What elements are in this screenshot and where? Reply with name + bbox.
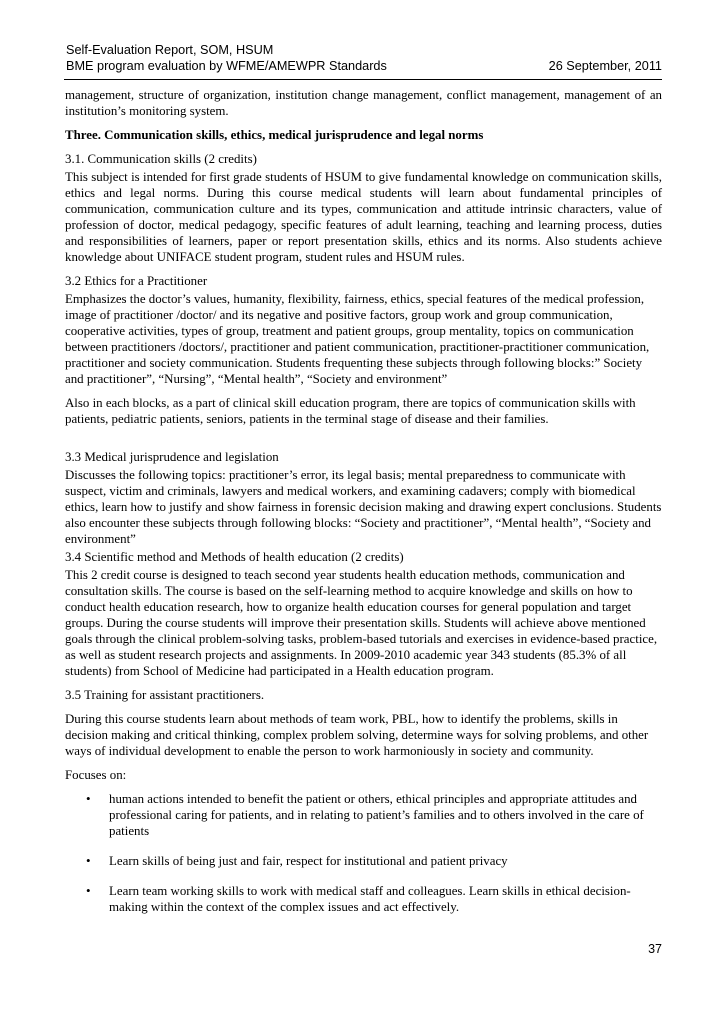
spacer — [65, 435, 662, 449]
subsection-body-3-2: Emphasizes the doctor’s values, humanity, flexibility, fairness, ethics, special features of the medical profession, image of practitioner /doctor/ and its negative and positive factors, group work and group communication, cooperative activities, types of group, treatment and patient groups, group mentality, topics on communication between practitioners /doctors/, practitioner and patient communication, practitioner-practitioner communication, practitioner and society communication. Students frequenting these subjects through following blocks:” Society and practitioner”, “Nursing”, “Mental health”, “Society and environment” — [65, 292, 650, 386]
subsection-body-3-2-extra: Also in each blocks, as a part of clinical skill education program, there are topics of communication skills with patients, pediatric patients, seniors, patients in the terminal stage of disease and their families. — [65, 396, 636, 426]
subsection-body-3-5: During this course students learn about methods of team work, PBL, how to identify the problems, skills in decision making and critical thinking, complex problem solving, determine ways for solving problems, and other ways of individual development to enable the person to work harmoniously in society and community. — [65, 712, 649, 758]
subsection-title-3-4: 3.4 Scientific method and Methods of health education (2 credits) — [65, 550, 404, 564]
subsection-title-3-1: 3.1. Communication skills (2 credits) — [65, 152, 257, 166]
subsection-body-3-4: This 2 credit course is designed to teach second year students health education methods, communication and consultation skills. The course is based on the self-learning method to acquire knowledge and skills on how to conduct health education research, how to organize health education courses for general population and target groups. During the course students will improve their presentation skills. Students will achieve above mentioned goals through the clinical problem-solving tasks, problem-based tutorials and exercises in evidence-based practice, as well as student research projects and assignments. In 2009-2010 academic year 343 students (85.3% of all students) from School of Medicine had participated in a Health education program. — [65, 568, 658, 678]
list-item — [65, 791, 662, 839]
focus-list — [65, 791, 662, 915]
list-item-text: Learn skills of being just and fair, respect for institutional and patient privacy — [109, 854, 508, 868]
subsection-title-3-5: 3.5 Training for assistant practitioners. — [65, 688, 265, 702]
header-title: Self-Evaluation Report, SOM, HSUM — [66, 43, 274, 57]
section-heading: Three. Communication skills, ethics, medical jurisprudence and legal norms — [65, 128, 484, 142]
header-date: 26 September, 2011 — [548, 59, 662, 73]
page-number: 37 — [648, 942, 662, 956]
subsection-title-3-2: 3.2 Ethics for a Practitioner — [65, 274, 208, 288]
list-item — [65, 853, 662, 869]
subsection-title-3-3: 3.3 Medical jurisprudence and legislation — [65, 450, 279, 464]
list-item-text: human actions intended to benefit the patient or others, ethical principles and appropriate attitudes and professional caring for patients, and in relating to patient’s families and to others involved in the care of patients — [109, 792, 644, 838]
subsection-body-3-1: This subject is intended for first grade students of HSUM to give fundamental knowledge on communication skills, ethics and legal norms. During this course medical students will learn about fundamental principles of communication, communication culture and its types, communication and attitude intrinsic characters, value of profession of doctor, medical pedagogy, specific features of adult learning, teaching and learning process, duties and responsibilities of learners, paper or report presentation skills, ethics and its norms. Also students achieve knowledge about UNIFACE student program, student rules and HSUM rules. — [65, 170, 662, 264]
list-item-text: Learn team working skills to work with medical staff and colleagues. Learn skills in ethical decision-making within the context of the complex issues and act effectively. — [109, 884, 631, 914]
list-item — [65, 883, 662, 915]
header-subtitle: BME program evaluation by WFME/AMEWPR Standards — [66, 59, 387, 73]
bullet-icon: • — [86, 883, 91, 898]
bullet-icon: • — [86, 791, 91, 806]
page-header — [66, 42, 662, 74]
header-divider — [64, 79, 662, 80]
bullet-icon: • — [86, 853, 91, 868]
page-content — [65, 87, 662, 923]
focuses-label: Focuses on: — [65, 768, 127, 782]
header-row — [66, 58, 662, 74]
subsection-body-3-3: Discusses the following topics: practitioner’s error, its legal basis; mental preparedness to communicate with suspect, victim and criminals, lawyers and medical workers, and examining cadavers; comply with biomedical ethics, learn how to justify and show fairness in forensic decision making and drawing expert conclusions. Students also encounter these subjects through following blocks: “Society and practitioner”, “Mental health”, “Society and environment” — [65, 468, 662, 546]
intro-paragraph: management, structure of organization, institution change management, conflict management, management of an institution’s monitoring system. — [65, 88, 662, 118]
